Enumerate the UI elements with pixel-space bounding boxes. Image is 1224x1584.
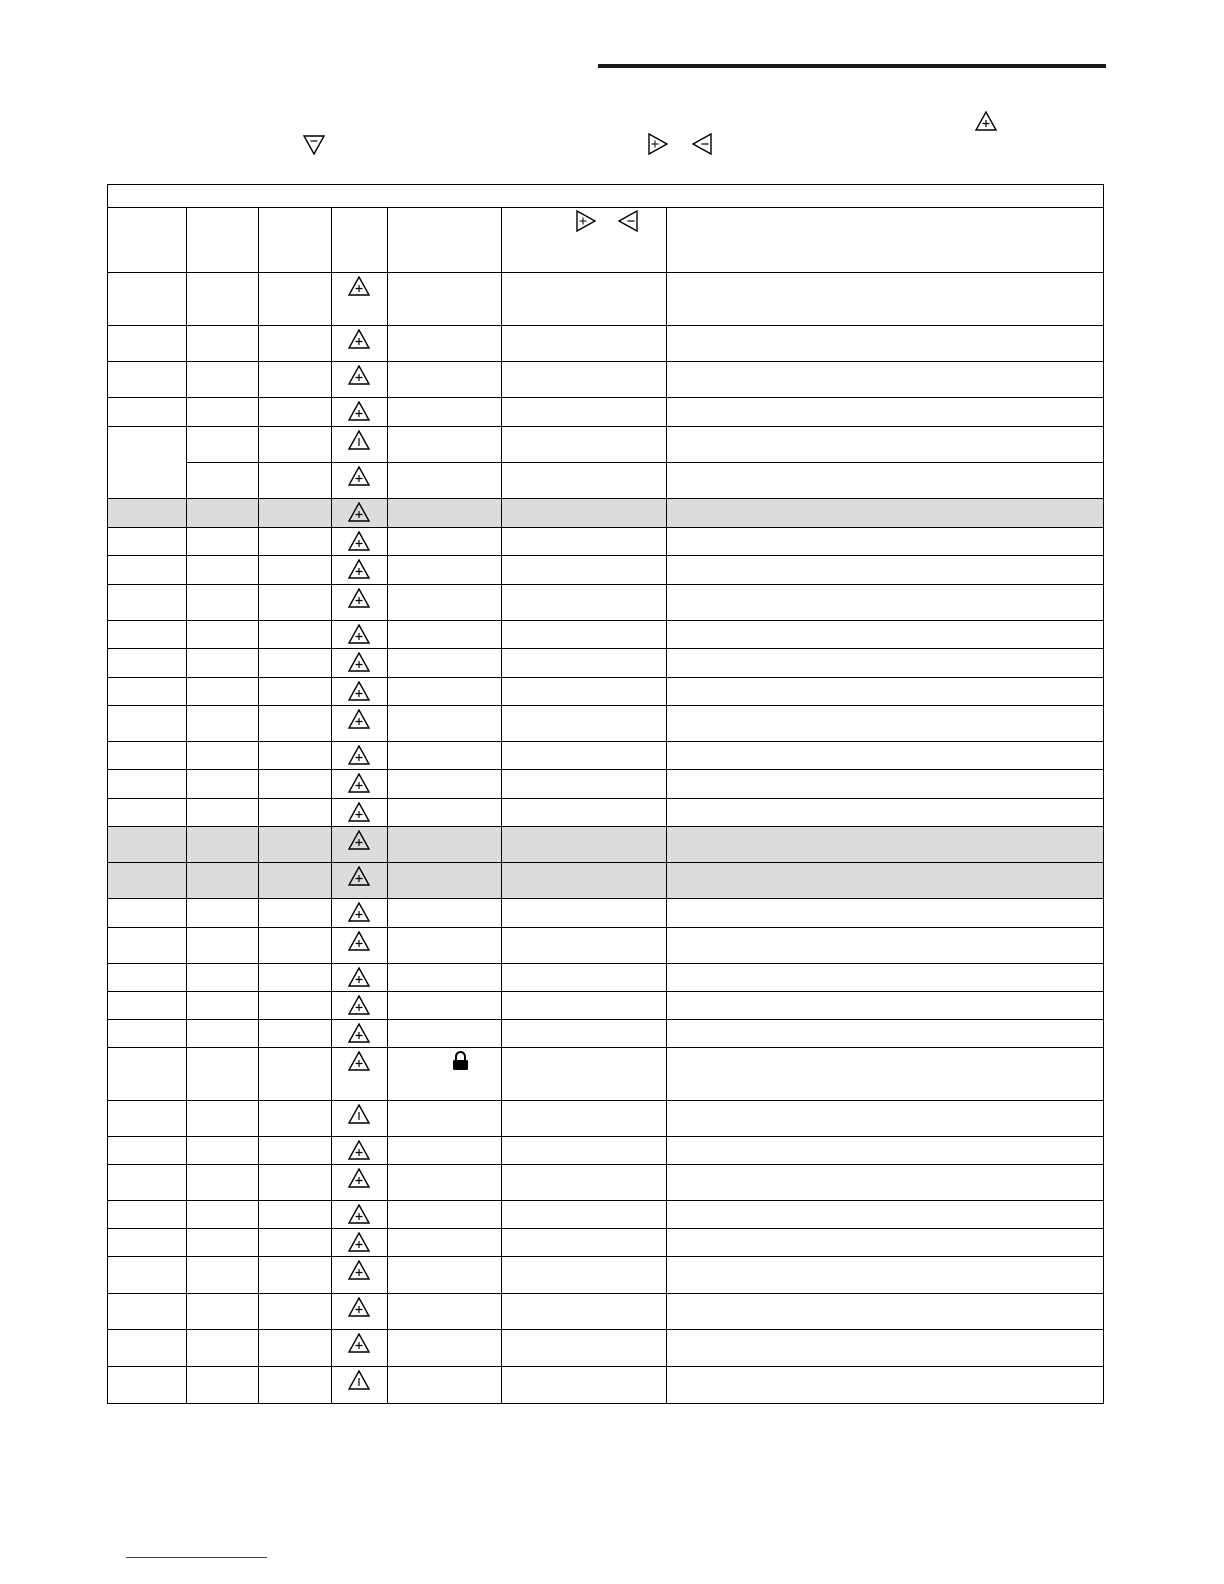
parameter-table — [107, 184, 1104, 1404]
table-row-divider — [107, 1164, 1104, 1165]
table-row-divider — [107, 1100, 1104, 1101]
left-key-icon — [692, 133, 712, 155]
table-row-divider — [107, 397, 1104, 398]
up-key-icon — [348, 1232, 370, 1252]
down-key-icon — [303, 135, 325, 155]
up-key-icon — [348, 329, 370, 349]
table-row-divider — [186, 462, 1104, 463]
up-key-icon — [348, 430, 370, 450]
table-row-divider — [107, 620, 1104, 621]
up-key-icon — [348, 624, 370, 644]
footer-link-underline — [126, 1557, 267, 1558]
table-row-divider — [107, 798, 1104, 799]
right-key-icon — [648, 133, 668, 155]
table-row-divider — [107, 1366, 1104, 1367]
up-key-icon — [348, 967, 370, 987]
table-row-divider — [107, 898, 1104, 899]
table-column-divider — [331, 207, 332, 1403]
left-key-icon — [618, 210, 638, 232]
table-row-divider — [107, 426, 1104, 427]
table-row-divider — [107, 1329, 1104, 1330]
table-row-divider — [107, 361, 1104, 362]
up-key-icon — [348, 802, 370, 822]
table-row-divider — [107, 1047, 1104, 1048]
up-key-icon — [348, 531, 370, 551]
header-rule — [598, 64, 1106, 68]
up-key-icon — [348, 1370, 370, 1390]
table-row-divider — [107, 927, 1104, 928]
table-row-divider — [107, 1200, 1104, 1201]
up-key-icon — [348, 559, 370, 579]
up-key-icon — [348, 1333, 370, 1353]
up-key-icon — [975, 111, 997, 131]
up-key-icon — [348, 681, 370, 701]
up-key-icon — [348, 502, 370, 522]
table-column-divider — [666, 207, 667, 1403]
up-key-icon — [348, 866, 370, 886]
table-row-divider — [107, 862, 1104, 863]
table-row-divider — [107, 1293, 1104, 1294]
up-key-icon — [348, 995, 370, 1015]
table-row-divider — [107, 963, 1104, 964]
table-column-divider — [387, 207, 388, 1403]
up-key-icon — [348, 401, 370, 421]
up-key-icon — [348, 931, 370, 951]
table-row-divider — [107, 555, 1104, 556]
table-column-divider — [186, 207, 187, 1403]
up-key-icon — [348, 1140, 370, 1160]
table-row-divider — [107, 741, 1104, 742]
table-row-divider — [107, 769, 1104, 770]
table-row-divider — [107, 705, 1104, 706]
table-column-divider — [258, 207, 259, 1403]
table-row-divider — [107, 207, 1104, 208]
table-row-divider — [107, 1256, 1104, 1257]
up-key-icon — [348, 1260, 370, 1280]
up-key-icon — [348, 902, 370, 922]
up-key-icon — [348, 652, 370, 672]
up-key-icon — [348, 1297, 370, 1317]
up-key-icon — [348, 1051, 370, 1071]
table-row-divider — [107, 325, 1104, 326]
up-key-icon — [348, 1168, 370, 1188]
up-key-icon — [348, 1204, 370, 1224]
table-row-divider — [107, 1228, 1104, 1229]
table-row-divider — [107, 648, 1104, 649]
up-key-icon — [348, 1023, 370, 1043]
right-key-icon — [576, 210, 596, 232]
up-key-icon — [348, 466, 370, 486]
table-row-divider — [107, 584, 1104, 585]
up-key-icon — [348, 709, 370, 729]
table-row-divider — [107, 527, 1104, 528]
up-key-icon — [348, 588, 370, 608]
up-key-icon — [348, 773, 370, 793]
table-column-divider — [501, 207, 502, 1403]
up-key-icon — [348, 830, 370, 850]
table-row-divider — [107, 272, 1104, 273]
table-row-divider — [107, 991, 1104, 992]
up-key-icon — [348, 276, 370, 296]
up-key-icon — [348, 365, 370, 385]
table-row-divider — [107, 1019, 1104, 1020]
table-row-divider — [107, 677, 1104, 678]
table-row-divider — [107, 826, 1104, 827]
up-key-icon — [348, 745, 370, 765]
padlock-icon — [452, 1051, 469, 1071]
table-row-divider — [107, 1136, 1104, 1137]
up-key-icon — [348, 1104, 370, 1124]
table-row-divider — [107, 498, 1104, 499]
